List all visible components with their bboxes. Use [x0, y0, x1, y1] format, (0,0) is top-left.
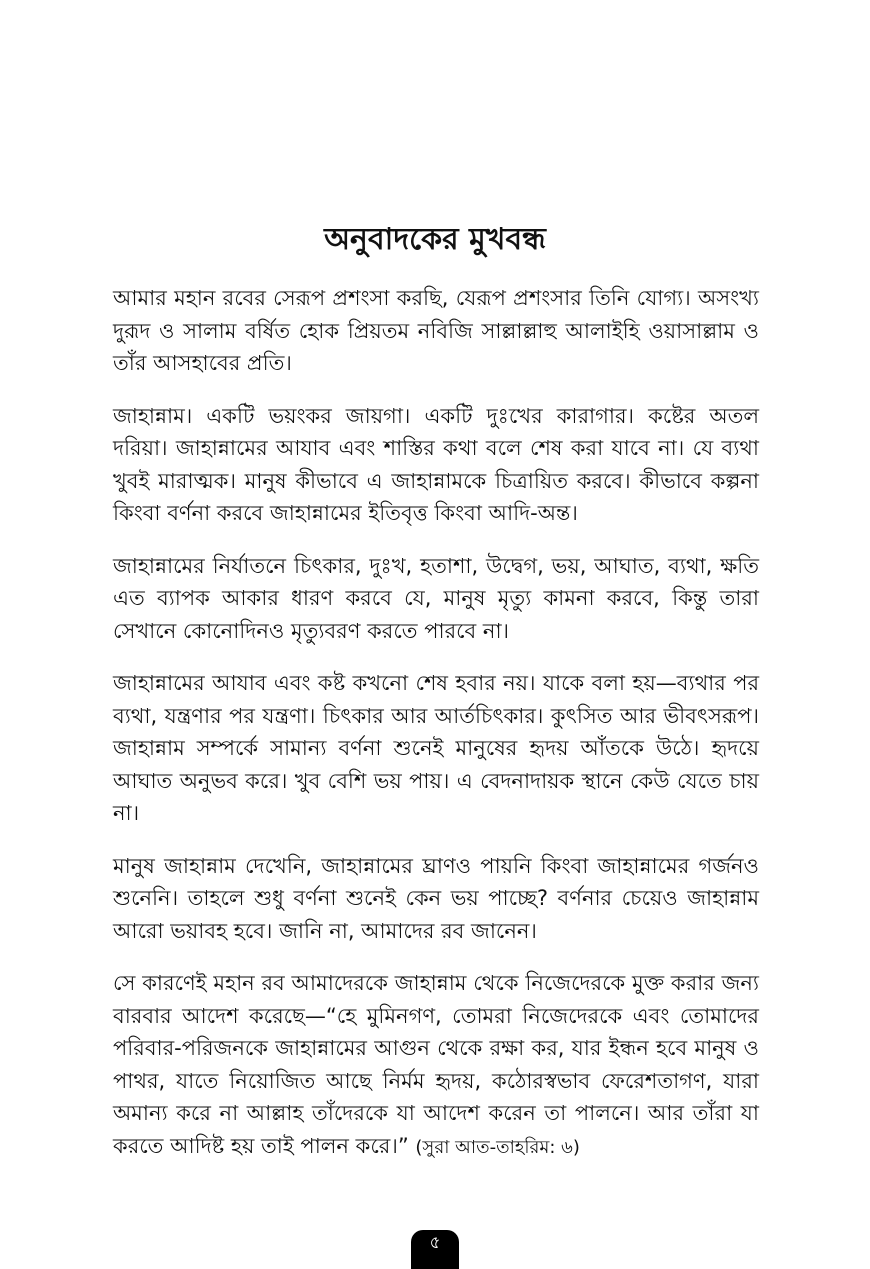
page-number-tab [411, 1230, 459, 1269]
body-text [113, 282, 759, 1184]
paragraph-4: জাহান্নামের আযাব এবং কষ্ট কখনো শেষ হবার নয়। যাকে বলা হয়—ব্যথার পর ব্যথা, যন্ত্রণার পর যন্ত্রণা। চিৎকার আর আর্তচিৎকার। কুৎসিত আর ভীবৎসরূপ। জাহান্নাম সম্পর্কে সামান্য বর্ণনা শুনেই মানুষের হৃদয় আঁতকে উঠে। হৃদয়ে আঘাত অনুভব করে। খুব বেশি ভয় পায়। এ বেদনাদায়ক স্থানে কেউ যেতে চায় না। [113, 671, 759, 825]
quran-quote-text: সে কারণেই মহান রব আমাদেরকে জাহান্নাম থেকে নিজেদেরকে মুক্ত করার জন্য বারবার আদেশ করেছে—“হে মুমিনগণ, তোমরা নিজেদেরকে এবং তোমাদের পরিবার-পরিজনকে জাহান্নামের আগুন থেকে রক্ষা কর, যার ইন্ধন হবে মানুষ ও পাথর, যাতে নিয়োজিত আছে নির্মম হৃদয়, কঠোরস্বভাব ফেরেশতাগণ, যারা অমান্য করে না আল্লাহ তাঁদেরকে যা আদেশ করেন তা পালনে। আর তাঁরা যা করতে আদিষ্ট হয় তাই পালন করে।” [113, 971, 759, 1158]
paragraph-1: আমার মহান রবের সেরূপ প্রশংসা করছি, যেরূপ প্রশংসার তিনি যোগ্য। অসংখ্য দুরূদ ও সালাম বর্ষিত হোক প্রিয়তম নবিজি সাল্লাল্লাহু আলাইহি ওয়াসাল্লাম ও তাঁর আসহাবের প্রতি। [113, 286, 759, 375]
paragraph-3: জাহান্নামের নির্যাতনে চিৎকার, দুঃখ, হতাশা, উদ্বেগ, ভয়, আঘাত, ব্যথা, ক্ষতি এত ব্যাপক আকার ধারণ করবে যে, মানুষ মৃত্যু কামনা করবে, কিন্তু তারা সেখানে কোনোদিনও মৃত্যুবরণ করতে পারবে না। [113, 553, 759, 643]
page-title: অনুবাদকের মুখবন্ধ [324, 222, 546, 257]
paragraph-2: জাহান্নাম। একটি ভয়ংকর জায়গা। একটি দুঃখের কারাগার। কষ্টের অতল দরিয়া। জাহান্নামের আযাব এবং শাস্তির কথা বলে শেষ করা যাবে না। যে ব্যথা খুবই মারাত্মক। মানুষ কীভাবে এ জাহান্নামকে চিত্রায়িত করবে। কীভাবে কল্পনা কিংবা বর্ণনা করবে জাহান্নামের ইতিবৃত্ত কিংবা আদি-অন্ত। [113, 403, 759, 525]
page-number: ৫ [429, 1233, 441, 1253]
quran-citation: (সুরা আত-তাহরিম: ৬) [415, 1136, 580, 1158]
paragraph-5: মানুষ জাহান্নাম দেখেনি, জাহান্নামের ঘ্রাণও পায়নি কিংবা জাহান্নামের গর্জনও শুনেনি। তাহলে শুধু বর্ণনা শুনেই কেন ভয় পাচ্ছে? বর্ণনার চেয়েও জাহান্নাম আরো ভয়াবহ হবে। জানি না, আমাদের রব জানেন। [113, 853, 759, 943]
paragraph-6 [113, 967, 759, 1164]
